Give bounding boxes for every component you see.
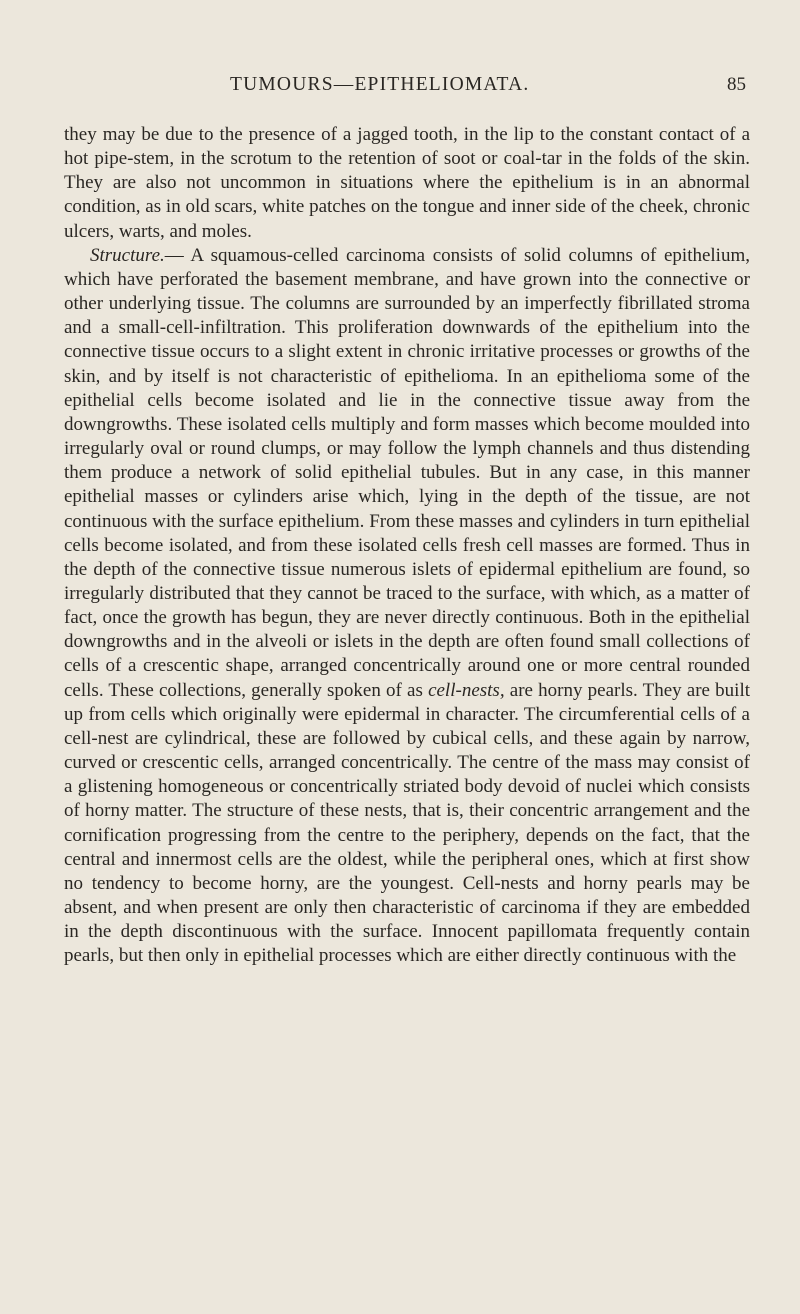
structure-text-part2: are horny pearls. They are built up from cells which originally were epidermal in character. The circumferential cells of a cell-nest are cylindrical, these are followed by cubical cells, and these again by narrow, curved or crescentic cells, arranged concentrically. The centre of the mass may consist of a glistening homogeneous or concentrically striated body devoid of nuclei which consists of horny matter. The structure of these nests, that is, their concentric arrangement and the cornification progressing from the centre to the periphery, depends on the fact, that the central and innermost cells are the oldest, while the peripheral ones, which at first show no tendency to become horny, are the youngest. Cell-nests and horny pearls may be absent, and when present are only then characteristic of carcinoma if they are embedded in the depth discontinuous with the surface. Innocent papillomata frequently contain pearls, but then only in epithelial processes which are either directly continuous with the [64,679,751,967]
term-cell-nests: cell-nests, [428,679,505,701]
running-head [64,74,750,110]
body-text [64,123,750,968]
page-number: 85 [727,74,746,95]
paragraph-continuation [64,123,750,244]
paragraph-continuation-text: they may be due to the presence of a jagged tooth, in the lip to the constant contact of a hot pipe-stem, in the scrotum to the retention of soot or coal-tar in the folds of the skin. They are also not uncommon in situations where the epithelium is in an abnormal condition, as in old scars, white patches on the tongue and inner side of the cheek, chronic ulcers, warts, and moles. [64,124,750,242]
section-heading-structure: Structure. [90,244,165,266]
paragraph-structure [64,244,750,969]
structure-text-part1: — A squamous-celled carcinoma consists of solid columns of epithelium, which have perforated the basement membrane, and have grown into the connective or other underlying tissue. The columns are surrounded by an imperfectly fibrillated stroma and a small-cell-infiltration. This proliferation downwards of the epithelium into the connective tissue occurs to a slight extent in chronic irritative processes or growths of the skin, and by itself is not characteristic of epithelioma. In an epithelioma some of the epithelial cells become isolated and lie in the connective tissue away from the downgrowths. These isolated cells multiply and form masses which become moulded into irregularly oval or round clumps, or may follow the lymph channels and thus distending them produce a network of solid epithelial tubules. But in any case, in this manner epithelial masses or cylinders arise which, lying in the depth of the tissue, are not continuous with the surface epithelium. From these masses and cylinders in turn epithelial cells become isolated, and from these isolated cells fresh cell masses are formed. Thus in the depth of the connective tissue numerous islets of epidermal epithelium are found, so irregularly distributed that they cannot be traced to the surface, with which, as a matter of fact, once the growth has begun, they are never directly continuous. Both in the epithelial downgrowths and in the alveoli or islets in the depth are often found small collections of cells of a crescentic shape, arranged concentrically around one or more central rounded cells. These collections, generally spoken of as [64,244,750,701]
running-title: TUMOURS—EPITHELIOMATA. [230,74,530,95]
